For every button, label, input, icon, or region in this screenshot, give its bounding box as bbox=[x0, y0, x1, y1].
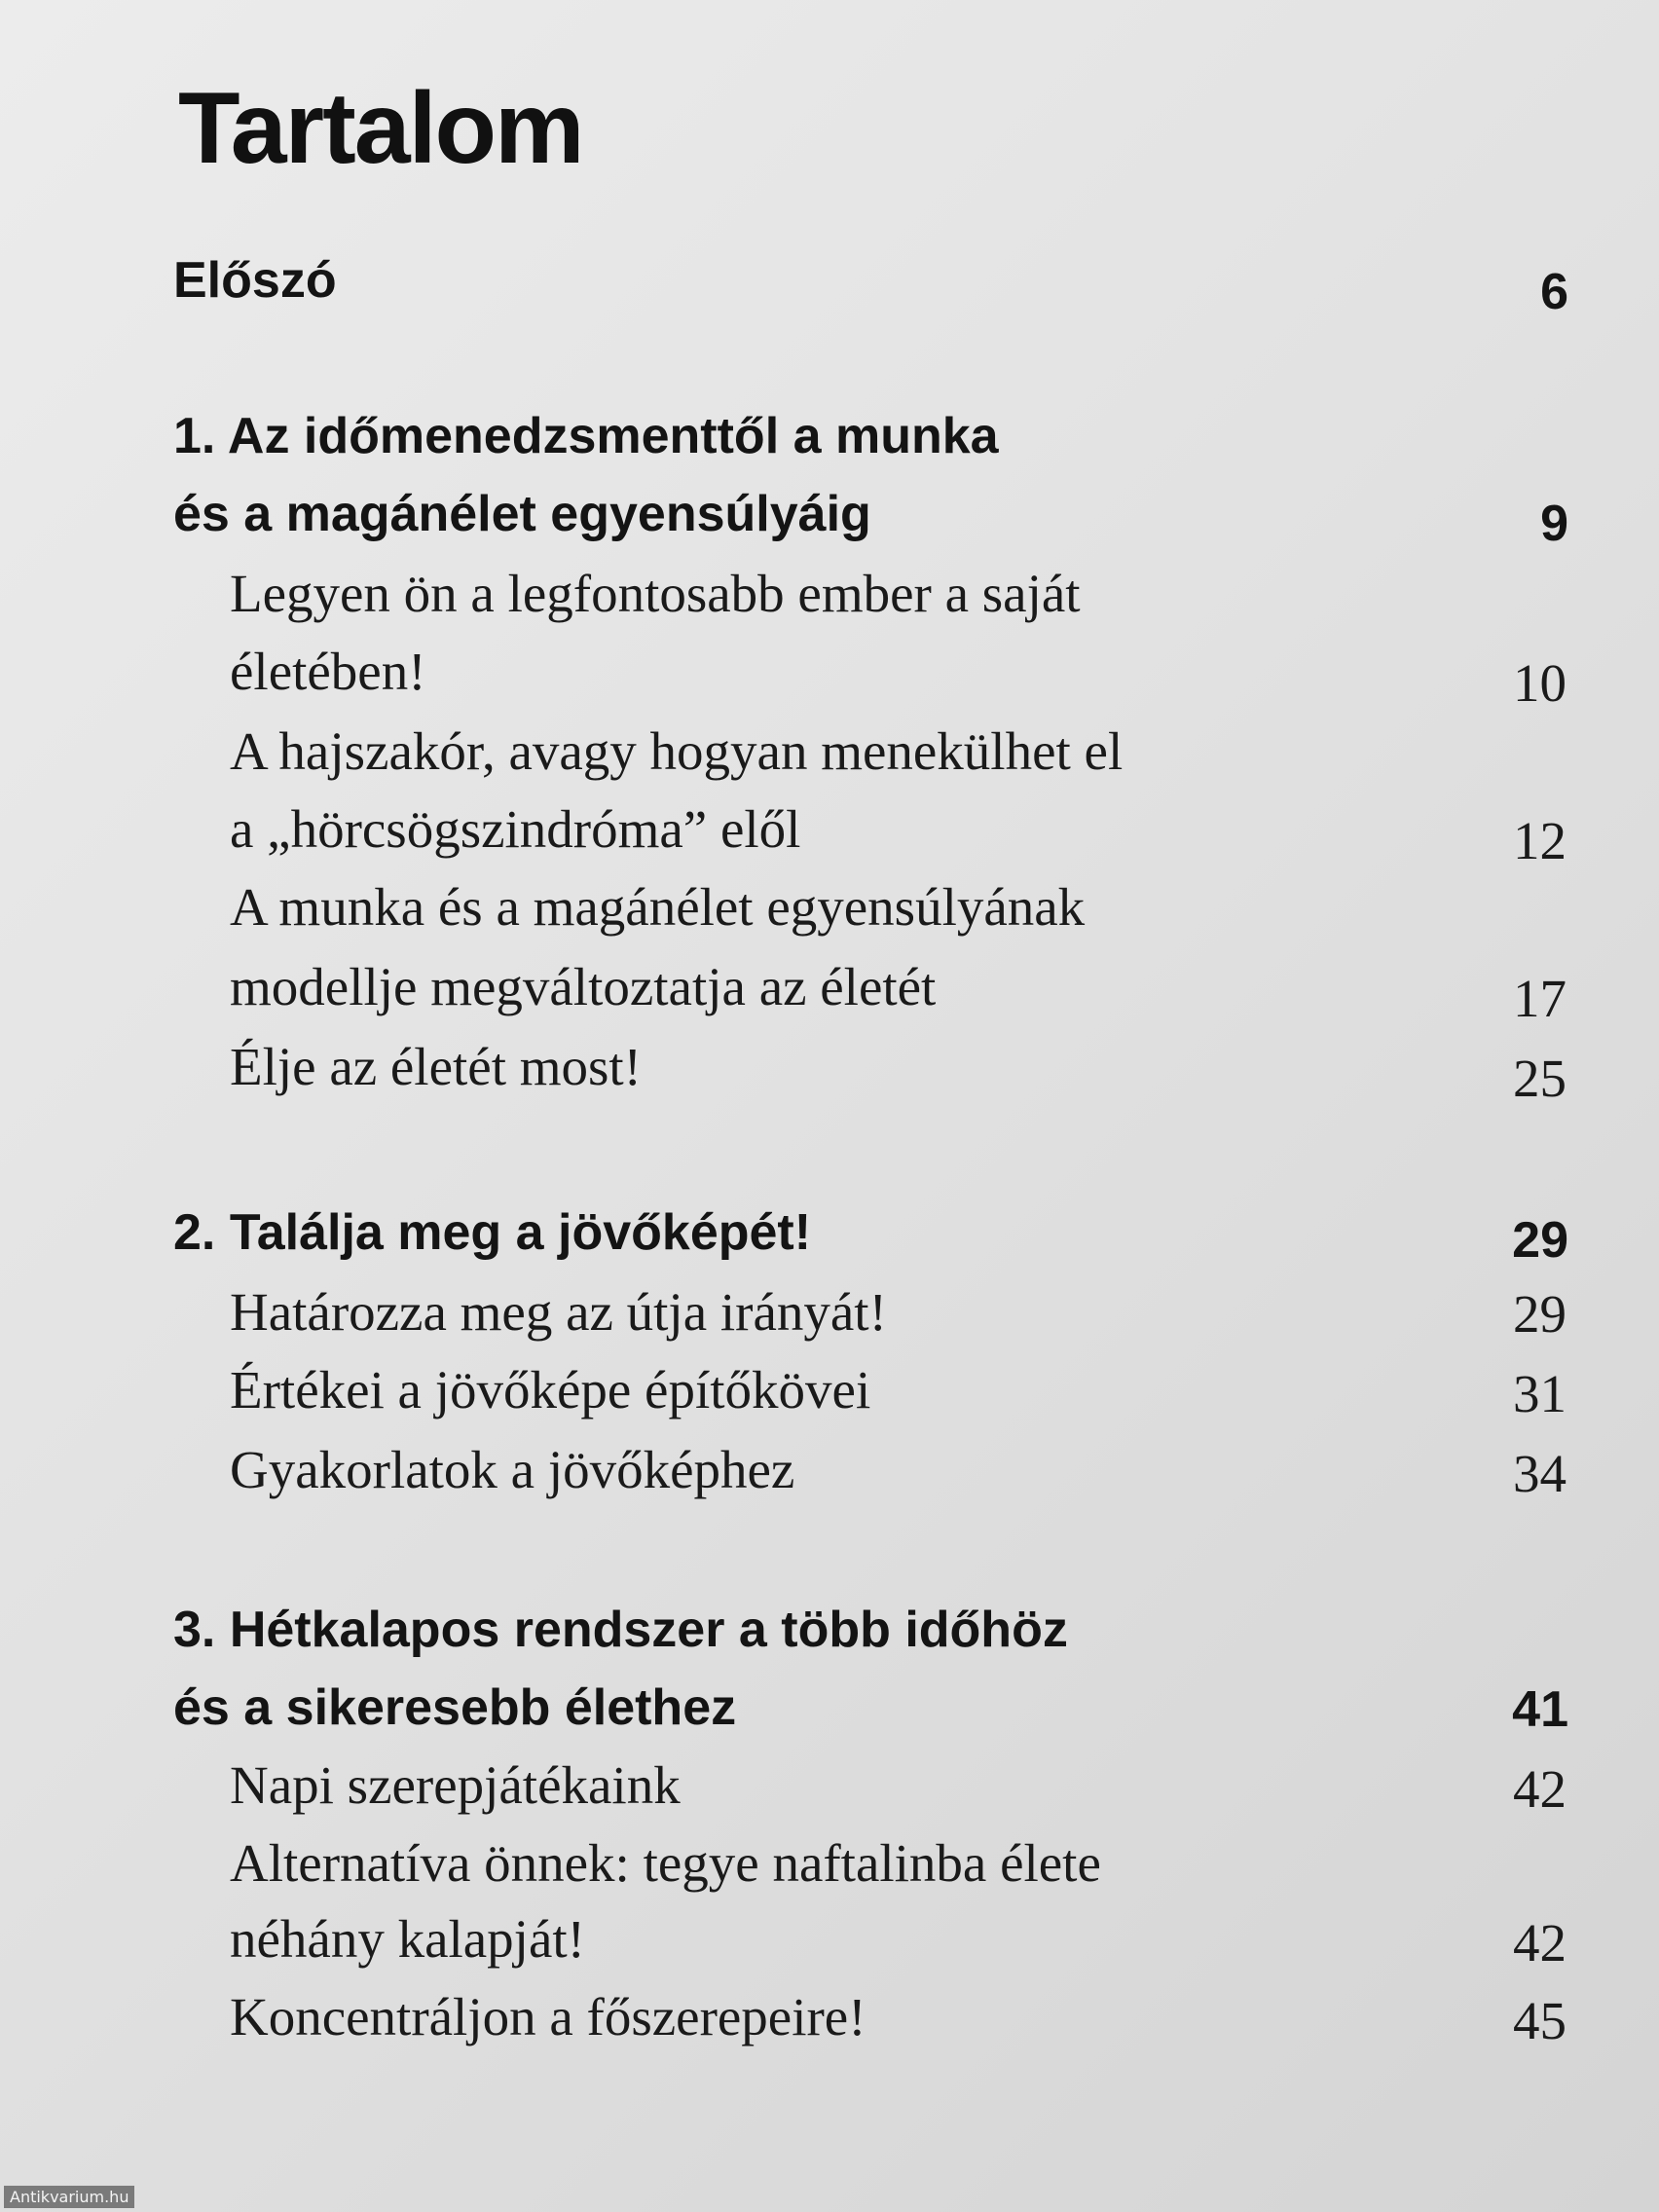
toc-entry-text: néhány kalapját! bbox=[230, 1909, 585, 1969]
toc-section-9-line-2 bbox=[0, 1908, 1659, 1986]
toc-section-5 bbox=[0, 1281, 1659, 1359]
toc-entry-text: Értékei a jövőképe építőkövei bbox=[230, 1360, 871, 1419]
toc-section-1-line-2 bbox=[0, 641, 1659, 719]
toc-entry-text: Koncentráljon a főszerepeire! bbox=[230, 1987, 866, 2046]
toc-section-1-line-1 bbox=[0, 563, 1659, 641]
toc-chapter-1-line-2 bbox=[0, 485, 1659, 563]
toc-section-8 bbox=[0, 1754, 1659, 1832]
toc-entry-text: 2. Találja meg a jövőképét! bbox=[173, 1204, 812, 1261]
toc-section-3-line-1 bbox=[0, 876, 1659, 954]
toc-entry-preface bbox=[0, 251, 1659, 329]
toc-entry-text: Előszó bbox=[173, 252, 337, 309]
toc-entry-text: életében! bbox=[230, 642, 426, 701]
toc-page-number: 31 bbox=[1513, 1364, 1567, 1423]
toc-page-number: 6 bbox=[1540, 264, 1568, 320]
toc-entry-text: Élje az életét most! bbox=[230, 1037, 643, 1096]
page-title: Tartalom bbox=[178, 72, 583, 185]
toc-entry-text: A munka és a magánélet egyensúlyának bbox=[230, 877, 1086, 937]
toc-page-number: 12 bbox=[1513, 811, 1567, 870]
toc-section-9-line-1 bbox=[0, 1832, 1659, 1910]
toc-section-10 bbox=[0, 1986, 1659, 2064]
toc-page-number: 10 bbox=[1513, 653, 1567, 713]
toc-chapter-3-line-1 bbox=[0, 1601, 1659, 1678]
toc-entry-text: modellje megváltoztatja az életét bbox=[230, 957, 937, 1016]
toc-chapter-3-line-2 bbox=[0, 1678, 1659, 1756]
toc-page-number: 25 bbox=[1513, 1049, 1567, 1108]
toc-page-number: 41 bbox=[1512, 1681, 1568, 1738]
toc-page-number: 42 bbox=[1513, 1759, 1567, 1819]
toc-entry-text: Napi szerepjátékaink bbox=[230, 1755, 681, 1815]
toc-chapter-2 bbox=[0, 1203, 1659, 1281]
toc-entry-text: A hajszakór, avagy hogyan menekülhet el bbox=[230, 721, 1124, 781]
toc-entry-text: Legyen ön a legfontosabb ember a saját bbox=[230, 564, 1081, 623]
toc-entry-text: és a sikeresebb élethez bbox=[173, 1679, 737, 1736]
toc-page-number: 9 bbox=[1540, 496, 1568, 552]
toc-entry-text: és a magánélet egyensúlyáig bbox=[173, 486, 871, 542]
toc-section-6 bbox=[0, 1359, 1659, 1437]
toc-page-number: 42 bbox=[1513, 1913, 1567, 1972]
watermark: Antikvarium.hu bbox=[4, 2186, 134, 2208]
toc-entry-text: Határozza meg az útja irányát! bbox=[230, 1282, 887, 1342]
toc-page-number: 29 bbox=[1513, 1284, 1567, 1344]
toc-entry-text: 1. Az időmenedzsmenttől a munka bbox=[173, 408, 999, 464]
toc-section-7 bbox=[0, 1439, 1659, 1517]
toc-chapter-1-line-1 bbox=[0, 407, 1659, 485]
toc-section-3-line-2 bbox=[0, 956, 1659, 1034]
toc-entry-text: a „hörcsögszindróma” elől bbox=[230, 799, 801, 859]
toc-entry-text: Gyakorlatok a jövőképhez bbox=[230, 1440, 795, 1499]
toc-page-number: 45 bbox=[1513, 1991, 1567, 2050]
toc-page-number: 34 bbox=[1513, 1444, 1567, 1503]
toc-section-2-line-1 bbox=[0, 720, 1659, 798]
toc-page-number: 29 bbox=[1512, 1212, 1568, 1269]
toc-section-2-line-2 bbox=[0, 798, 1659, 876]
toc-entry-text: 3. Hétkalapos rendszer a több időhöz bbox=[173, 1602, 1068, 1658]
toc-section-4 bbox=[0, 1036, 1659, 1114]
toc-page-number: 17 bbox=[1513, 969, 1567, 1028]
toc-entry-text: Alternatíva önnek: tegye naftalinba élete bbox=[230, 1833, 1101, 1893]
